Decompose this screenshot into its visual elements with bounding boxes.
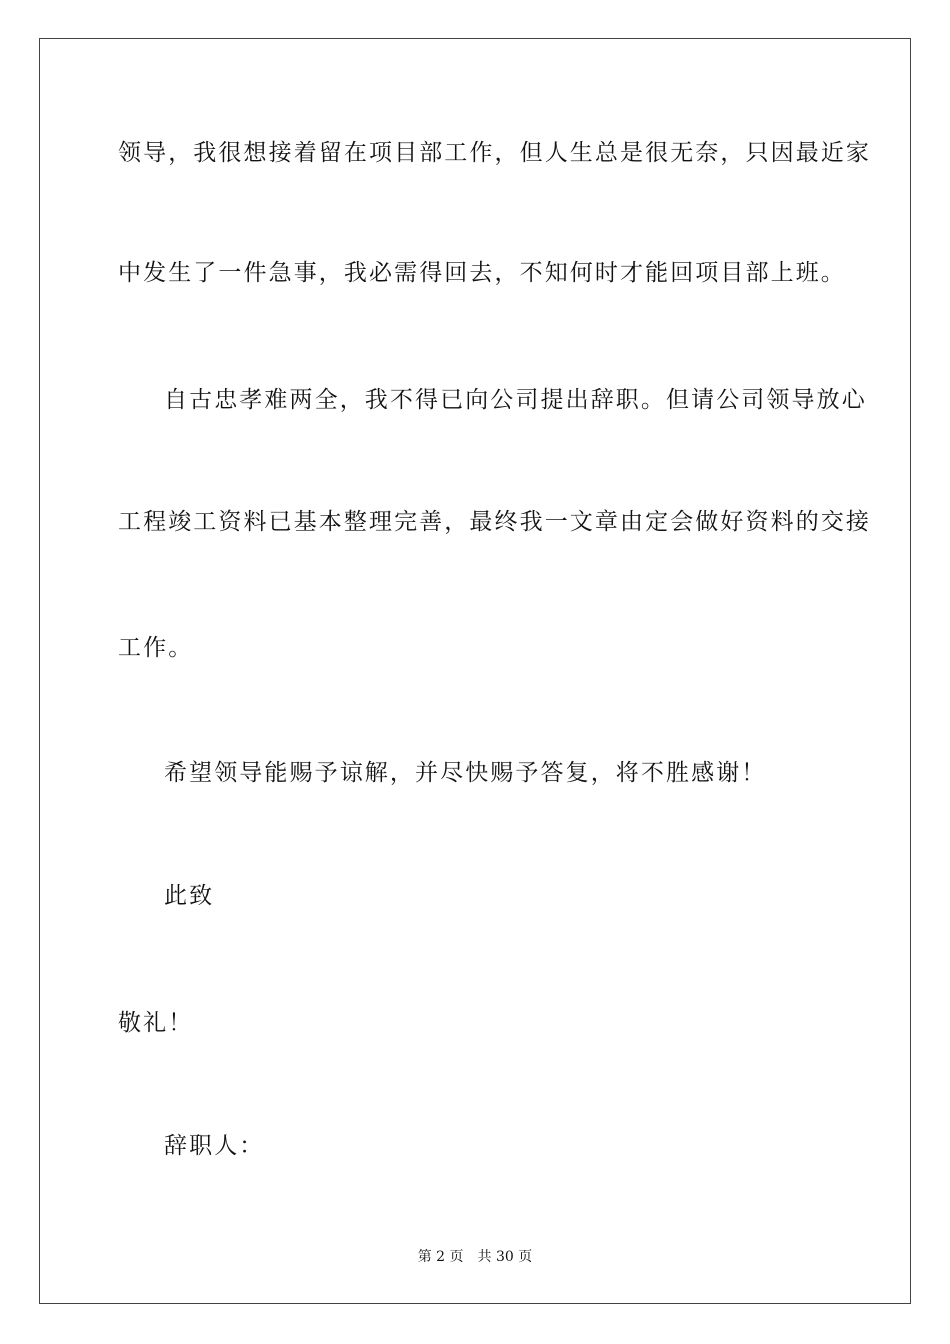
closing-regards: 敬礼！ [118, 1010, 194, 1036]
page-number-footer: 第 2 页 共 30 页 [417, 1249, 533, 1265]
paragraph-line-5: 工作。 [118, 635, 194, 661]
paragraph-line-3: 自古忠孝难两全，我不得已向公司提出辞职。但请公司领导放心 [164, 387, 867, 413]
paragraph-line-1: 领导，我很想接着留在项目部工作，但人生总是很无奈，只因最近家 [118, 140, 871, 166]
signature-label: 辞职人： [164, 1133, 265, 1159]
page-border [39, 38, 911, 1304]
paragraph-line-6: 希望领导能赐予谅解，并尽快赐予答复，将不胜感谢！ [164, 760, 767, 786]
closing-salutation: 此致 [164, 883, 215, 909]
paragraph-line-4: 工程竣工资料已基本整理完善，最终我一文章由定会做好资料的交接 [118, 509, 871, 535]
paragraph-line-2: 中发生了一件急事，我必需得回去，不知何时才能回项目部上班。 [118, 260, 846, 286]
